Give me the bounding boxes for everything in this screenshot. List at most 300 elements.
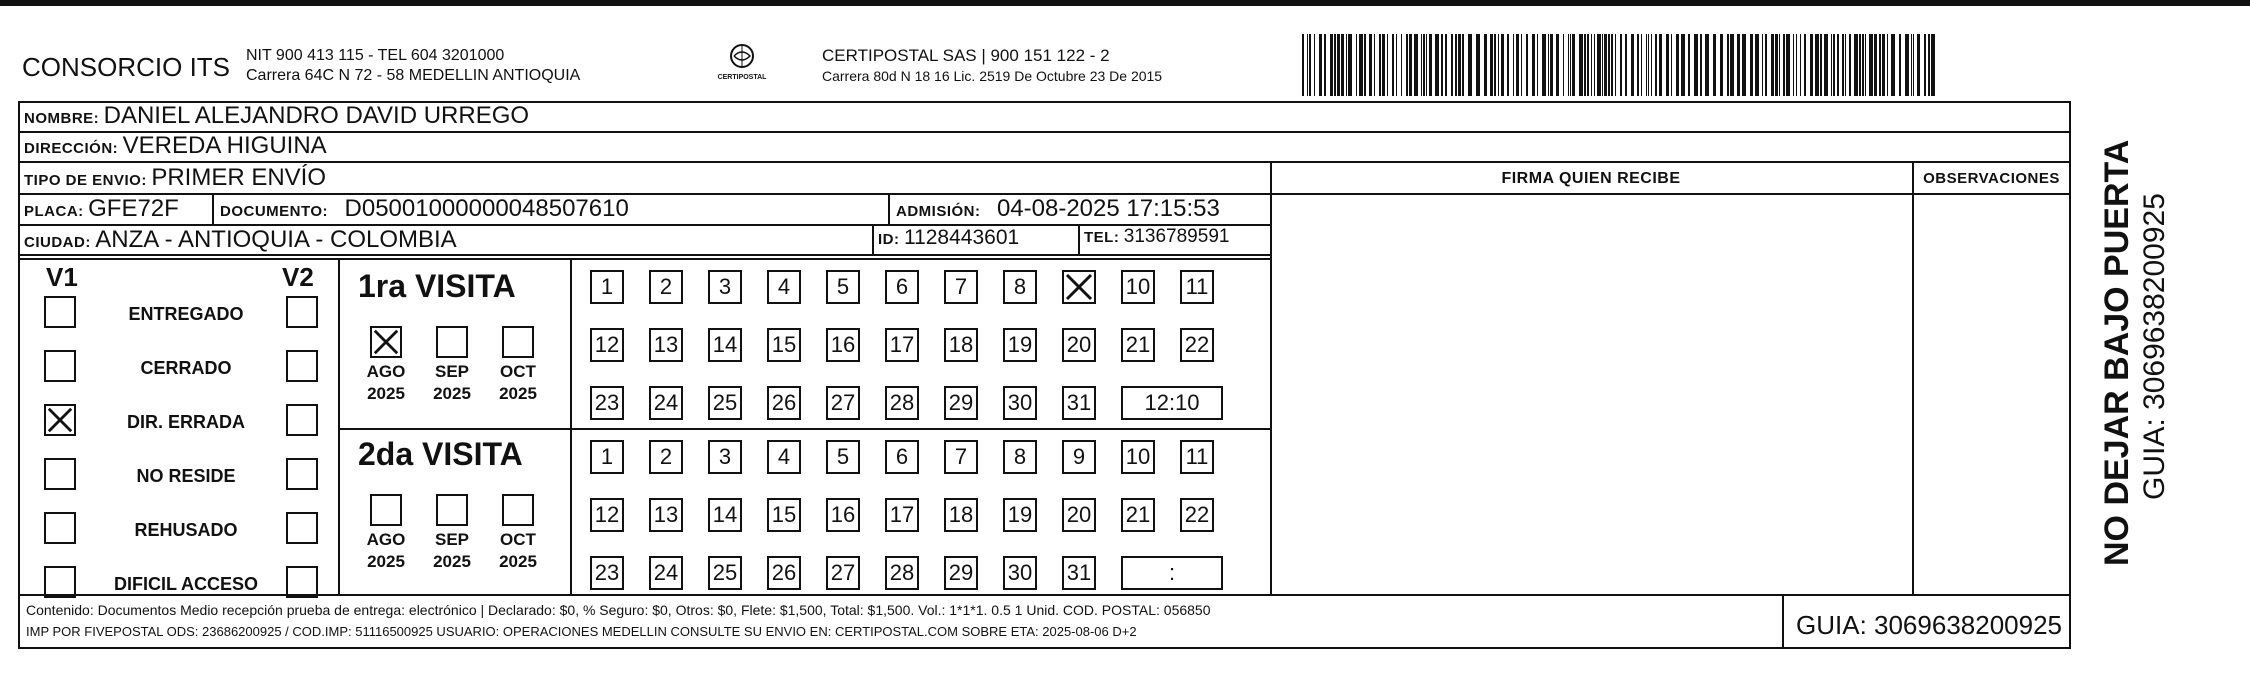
rule-id-tel	[1078, 224, 1080, 254]
nombre-value: DANIEL ALEJANDRO DAVID URREGO	[103, 102, 530, 129]
barcode-bar	[1775, 34, 1778, 96]
day-box[interactable]: 3	[708, 440, 742, 474]
barcode-bar	[1401, 34, 1402, 96]
day-box[interactable]: 21	[1121, 498, 1155, 532]
visit-month-label: SEP	[434, 530, 470, 549]
status-v2-checkbox[interactable]	[286, 350, 318, 382]
day-box[interactable]: 6	[885, 440, 919, 474]
barcode-bar	[1854, 34, 1858, 96]
barcode-bar	[1849, 34, 1851, 96]
status-v1-checkbox[interactable]	[44, 350, 76, 382]
barcode-bar	[1869, 34, 1873, 96]
placa-label: PLACA:	[24, 203, 84, 220]
courier-info	[822, 46, 1162, 86]
barcode-bar	[1931, 34, 1935, 96]
barcode-bar	[1786, 34, 1790, 96]
barcode-bar	[1810, 34, 1813, 96]
day-box[interactable]: 13	[649, 498, 683, 532]
barcode-bar	[1484, 34, 1487, 96]
day-box[interactable]: 25	[708, 386, 742, 420]
footer-imp: IMP POR FIVEPOSTAL ODS: 23686200925 / COD.IMP: 51116500925 USUARIO: OPERACIONES MEDELLIN CONSULTE SU ENVIO EN: CERTIPOSTAL.COM SOBRE ETA: 2025-08-06 D+2	[26, 624, 1137, 639]
barcode-bar	[1859, 34, 1861, 96]
status-label: DIFICIL ACCESO	[113, 574, 258, 594]
direccion-label: DIRECCIÓN:	[24, 140, 119, 157]
top-border	[0, 0, 2250, 6]
barcode-bar	[1779, 34, 1780, 96]
v1-label: V1	[46, 262, 78, 292]
barcode-bar	[1568, 34, 1569, 96]
day-box[interactable]: 10	[1121, 440, 1155, 474]
barcode-bar	[1913, 34, 1914, 96]
barcode-bar	[1742, 34, 1746, 96]
barcode-bar	[1359, 34, 1363, 96]
barcode-bar	[1750, 34, 1753, 96]
barcode-bar	[1713, 34, 1716, 96]
id-cell	[878, 226, 1019, 250]
barcode-bar	[1406, 34, 1408, 96]
day-box[interactable]: 21	[1121, 328, 1155, 362]
barcode-bar	[1346, 34, 1347, 96]
visit-time-box[interactable]: :	[1121, 556, 1223, 590]
day-box[interactable]: 11	[1180, 270, 1214, 304]
day-box[interactable]: 31	[1062, 556, 1096, 590]
v2-label: V2	[282, 262, 314, 292]
barcode-bar	[1793, 34, 1794, 96]
logo-caption: CERTIPOSTAL	[717, 74, 767, 81]
visit-month-checkbox[interactable]	[436, 494, 468, 526]
barcode-bar	[1771, 34, 1774, 96]
documento-value: D05001000000048507610	[344, 195, 629, 222]
day-box[interactable]: 22	[1180, 328, 1214, 362]
tipo-value: PRIMER ENVÍO	[151, 164, 327, 191]
day-box[interactable]	[1062, 270, 1096, 304]
barcode-bar	[1804, 34, 1806, 96]
placa-cell	[24, 195, 179, 223]
barcode-bar	[1666, 34, 1669, 96]
visit-time-box[interactable]: 12:10	[1121, 386, 1223, 420]
barcode-bar	[1602, 34, 1603, 96]
barcode-bar	[1625, 34, 1627, 96]
day-box[interactable]: 6	[885, 270, 919, 304]
barcode-bar	[1646, 34, 1647, 96]
admision-value: 04-08-2025 17:15:53	[996, 195, 1220, 222]
barcode-bar	[1579, 34, 1583, 96]
ciudad-value: ANZA - ANTIOQUIA - COLOMBIA	[95, 226, 457, 253]
day-box[interactable]: 27	[826, 556, 860, 590]
barcode-bar	[1396, 34, 1397, 96]
barcode-bar	[1501, 34, 1504, 96]
day-box[interactable]: 24	[649, 386, 683, 420]
barcode-bar	[1608, 34, 1610, 96]
barcode-bar	[1845, 34, 1846, 96]
rule-direccion	[18, 161, 2071, 163]
barcode-bar	[1572, 34, 1575, 96]
tel-value: 3136789591	[1123, 226, 1230, 247]
barcode-bar	[1620, 34, 1622, 96]
day-box[interactable]: 19	[1003, 328, 1037, 362]
barcode-bar	[1924, 34, 1926, 96]
day-box[interactable]: 28	[885, 386, 919, 420]
barcode-bar	[1302, 34, 1304, 96]
visit-year-label: 2025	[499, 552, 537, 571]
documento-label: DOCUMENTO:	[220, 203, 329, 220]
visit-month-checkbox[interactable]	[370, 494, 402, 526]
tel-cell	[1084, 226, 1229, 248]
status-v2-checkbox[interactable]	[286, 566, 318, 598]
barcode-bar	[1409, 34, 1412, 96]
barcode-bar	[1537, 34, 1538, 96]
barcode-bar	[1887, 34, 1888, 96]
visit-year-label: 2025	[367, 384, 405, 403]
x-check-mark	[1064, 272, 1094, 302]
barcode	[1300, 34, 1940, 96]
day-box[interactable]: 3	[708, 270, 742, 304]
barcode-bar	[1587, 34, 1589, 96]
barcode-bar	[1476, 34, 1480, 96]
day-box[interactable]: 16	[826, 328, 860, 362]
barcode-bar	[1532, 34, 1535, 96]
barcode-bar	[1550, 34, 1553, 96]
barcode-bar	[1631, 34, 1634, 96]
day-box[interactable]: 28	[885, 556, 919, 590]
day-box[interactable]: 5	[826, 270, 860, 304]
id-value: 1128443601	[903, 226, 1020, 249]
barcode-bar	[1737, 34, 1740, 96]
barcode-bar	[1651, 34, 1652, 96]
day-box[interactable]: 14	[708, 328, 742, 362]
day-box[interactable]: 25	[708, 556, 742, 590]
barcode-bar	[1831, 34, 1832, 96]
barcode-bar	[1681, 34, 1685, 96]
visit-2-title: 2da VISITA	[358, 436, 523, 472]
barcode-bar	[1382, 34, 1385, 96]
barcode-bar	[1392, 34, 1394, 96]
barcode-bar	[1570, 34, 1571, 96]
barcode-bar	[1490, 34, 1493, 96]
rule-firma-header	[1270, 193, 2071, 195]
visit-year-label: 2025	[499, 384, 537, 403]
day-box[interactable]: 4	[767, 270, 801, 304]
barcode-bar	[1694, 34, 1698, 96]
visit-year-label: 2025	[433, 552, 471, 571]
barcode-bar	[1451, 34, 1453, 96]
barcode-bar	[1874, 34, 1877, 96]
barcode-bar	[1494, 34, 1496, 96]
status-v1-checkbox[interactable]	[44, 458, 76, 490]
company-info	[246, 46, 580, 86]
barcode-bar	[1688, 34, 1690, 96]
visit-year-label: 2025	[433, 384, 471, 403]
status-v1-checkbox[interactable]	[44, 296, 76, 328]
day-box[interactable]: 26	[767, 386, 801, 420]
status-v1-checkbox[interactable]	[44, 512, 76, 544]
barcode-bar	[1837, 34, 1839, 96]
status-v1-checkbox[interactable]	[44, 566, 76, 598]
barcode-bar	[1414, 34, 1418, 96]
barcode-bar	[1521, 34, 1522, 96]
barcode-bar	[1468, 34, 1472, 96]
day-box[interactable]: 18	[944, 328, 978, 362]
status-label: ENTREGADO	[128, 304, 244, 324]
barcode-bar	[1891, 34, 1895, 96]
barcode-bar	[1705, 34, 1709, 96]
tipo-row	[24, 164, 326, 192]
day-box[interactable]: 11	[1180, 440, 1214, 474]
barcode-bar	[1516, 34, 1519, 96]
barcode-bar	[1824, 34, 1828, 96]
day-box[interactable]: 17	[885, 498, 919, 532]
day-box[interactable]: 4	[767, 440, 801, 474]
barcode-bar	[1348, 34, 1352, 96]
barcode-bar	[1462, 34, 1464, 96]
day-box[interactable]: 30	[1003, 386, 1037, 420]
rule-ciudad-id	[872, 224, 874, 254]
barcode-bar	[1720, 34, 1723, 96]
barcode-bar	[1426, 34, 1427, 96]
observaciones-label: OBSERVACIONES	[1923, 170, 2060, 187]
barcode-bar	[1928, 34, 1930, 96]
rule-firma-left	[1270, 161, 1272, 594]
barcode-bar	[1882, 34, 1885, 96]
barcode-bar	[1765, 34, 1767, 96]
courier-nit: CERTIPOSTAL SAS | 900 151 122 - 2	[822, 46, 1110, 65]
day-box[interactable]: 29	[944, 556, 978, 590]
barcode-bar	[1556, 34, 1559, 96]
day-box[interactable]: 29	[944, 386, 978, 420]
rule-placa-doc	[212, 193, 214, 224]
barcode-bar	[1862, 34, 1864, 96]
day-box[interactable]: 24	[649, 556, 683, 590]
barcode-bar	[1842, 34, 1844, 96]
status-v2-checkbox[interactable]	[286, 296, 318, 328]
barcode-bar	[1655, 34, 1657, 96]
rule-footer-guia	[1782, 594, 1784, 649]
barcode-bar	[1441, 34, 1443, 96]
day-box[interactable]: 1	[590, 440, 624, 474]
barcode-bar	[1905, 34, 1909, 96]
id-label: ID:	[878, 231, 900, 248]
visit-month-label: OCT	[500, 362, 536, 381]
barcode-bar	[1899, 34, 1901, 96]
day-box[interactable]: 31	[1062, 386, 1096, 420]
barcode-bar	[1659, 34, 1662, 96]
barcode-bar	[1727, 34, 1729, 96]
footer-contenido: Contenido: Documentos Medio recepción prueba de entrega: electrónico | Declarado: $0, % Seguro: $0, Otros: $0, Flete: $1,500, Total: $1,500. Vol.: 1*1*1. 0.5 1 Unid. COD. POSTAL: 056850	[26, 602, 1211, 618]
day-box[interactable]: 9	[1062, 440, 1096, 474]
visit-month-label: SEP	[434, 362, 470, 381]
barcode-bar	[1917, 34, 1920, 96]
placa-value: GFE72F	[88, 195, 179, 222]
side-guia: GUIA: 3069638200925	[2138, 193, 2171, 500]
barcode-bar	[1796, 34, 1797, 96]
visit-month-checkbox[interactable]	[370, 326, 402, 358]
barcode-bar	[1591, 34, 1592, 96]
day-box[interactable]: 26	[767, 556, 801, 590]
barcode-bar	[1314, 34, 1315, 96]
day-box[interactable]: 7	[944, 270, 978, 304]
day-box[interactable]: 13	[649, 328, 683, 362]
day-box[interactable]: 23	[590, 556, 624, 590]
barcode-bar	[1334, 34, 1336, 96]
status-label: CERRADO	[140, 358, 232, 378]
barcode-bar	[1445, 34, 1447, 96]
barcode-bar	[1369, 34, 1372, 96]
company-address: Carrera 64C N 72 - 58 MEDELLIN ANTIOQUIA	[246, 67, 581, 84]
barcode-bar	[1513, 34, 1514, 96]
barcode-bar	[1324, 34, 1326, 96]
direccion-value: VEREDA HIGUINA	[122, 132, 327, 159]
barcode-bar	[1879, 34, 1881, 96]
day-box[interactable]: 23	[590, 386, 624, 420]
barcode-bar	[1911, 34, 1912, 96]
tipo-label: TIPO DE ENVIO:	[24, 172, 147, 189]
barcode-bar	[1387, 34, 1388, 96]
barcode-bar	[1671, 34, 1672, 96]
day-box[interactable]: 22	[1180, 498, 1214, 532]
footer-guia: GUIA: 3069638200925	[1796, 610, 2062, 640]
status-v1-checkbox[interactable]	[44, 404, 76, 436]
barcode-bar	[1615, 34, 1616, 96]
barcode-bar	[1563, 34, 1564, 96]
barcode-bar	[1379, 34, 1381, 96]
barcode-bar	[1597, 34, 1601, 96]
visit-1-title: 1ra VISITA	[358, 268, 516, 304]
barcode-bar	[1374, 34, 1375, 96]
day-box[interactable]: 27	[826, 386, 860, 420]
barcode-bar	[1730, 34, 1734, 96]
day-box[interactable]: 12	[590, 498, 624, 532]
barcode-bar	[1783, 34, 1785, 96]
day-box[interactable]: 19	[1003, 498, 1037, 532]
direccion-row	[24, 132, 327, 160]
rule-visit-divider	[338, 428, 1270, 430]
rule-grid-top	[18, 258, 1270, 260]
day-box[interactable]: 14	[708, 498, 742, 532]
documento-cell	[220, 195, 629, 223]
rule-observ-left	[1912, 161, 1914, 594]
visit-month-checkbox[interactable]	[502, 326, 534, 358]
barcode-bar	[1421, 34, 1422, 96]
visit-month-label: OCT	[500, 530, 536, 549]
barcode-bar	[1641, 34, 1642, 96]
company-nit: NIT 900 413 115 - TEL 604 3201000	[246, 47, 505, 64]
tel-label: TEL:	[1084, 229, 1120, 246]
barcode-bar	[1611, 34, 1613, 96]
barcode-bar	[1498, 34, 1499, 96]
x-check-mark	[372, 328, 400, 356]
barcode-bar	[1455, 34, 1457, 96]
barcode-bar	[1330, 34, 1333, 96]
visit-month-label: AGO	[366, 362, 406, 381]
barcode-bar	[1435, 34, 1439, 96]
no-dejar-warning: NO DEJAR BAJO PUERTA	[2098, 139, 2136, 566]
barcode-bar	[1337, 34, 1340, 96]
status-v2-checkbox[interactable]	[286, 512, 318, 544]
barcode-bar	[1604, 34, 1607, 96]
company-name: CONSORCIO ITS	[22, 52, 231, 82]
day-box[interactable]: 16	[826, 498, 860, 532]
ciudad-label: CIUDAD:	[24, 234, 91, 251]
day-box[interactable]: 2	[649, 270, 683, 304]
barcode-bar	[1458, 34, 1461, 96]
barcode-bar	[1700, 34, 1702, 96]
barcode-bar	[1637, 34, 1639, 96]
barcode-bar	[1833, 34, 1835, 96]
day-box[interactable]: 15	[767, 498, 801, 532]
status-v2-checkbox[interactable]	[286, 404, 318, 436]
barcode-bar	[1364, 34, 1366, 96]
ciudad-cell	[24, 226, 457, 254]
visit-month-label: AGO	[366, 530, 406, 549]
visit-month-checkbox[interactable]	[436, 326, 468, 358]
admision-cell	[896, 195, 1220, 223]
status-v2-checkbox[interactable]	[286, 458, 318, 490]
day-box[interactable]: 18	[944, 498, 978, 532]
firma-label: FIRMA QUIEN RECIBE	[1501, 170, 1681, 187]
day-box[interactable]: 8	[1003, 440, 1037, 474]
day-box[interactable]: 17	[885, 328, 919, 362]
barcode-bar	[1307, 34, 1308, 96]
barcode-bar	[1548, 34, 1549, 96]
barcode-bar	[1762, 34, 1763, 96]
visit-year-label: 2025	[367, 552, 405, 571]
barcode-bar	[1429, 34, 1432, 96]
barcode-bar	[1507, 34, 1509, 96]
day-box[interactable]: 2	[649, 440, 683, 474]
day-box[interactable]: 30	[1003, 556, 1037, 590]
courier-address: Carrera 80d N 18 16 Lic. 2519 De Octubre 23 De 2015	[822, 68, 1163, 84]
day-box[interactable]: 20	[1062, 498, 1096, 532]
barcode-bar	[1584, 34, 1586, 96]
barcode-bar	[1815, 34, 1819, 96]
rule-status-visit	[338, 258, 340, 594]
rule-doc-adm	[888, 193, 890, 224]
barcode-bar	[1820, 34, 1822, 96]
barcode-bar	[1341, 34, 1344, 96]
barcode-bar	[1755, 34, 1759, 96]
x-check-mark	[46, 406, 74, 434]
barcode-bar	[1319, 34, 1322, 96]
day-box[interactable]: 15	[767, 328, 801, 362]
day-box[interactable]: 10	[1121, 270, 1155, 304]
rule-visit-days	[570, 258, 572, 594]
day-box[interactable]: 8	[1003, 270, 1037, 304]
status-label: DIR. ERRADA	[126, 412, 245, 432]
barcode-bar	[1356, 34, 1357, 96]
barcode-bar	[1676, 34, 1679, 96]
barcode-bar	[1542, 34, 1546, 96]
day-box[interactable]: 1	[590, 270, 624, 304]
barcode-bar	[1594, 34, 1595, 96]
day-box[interactable]: 7	[944, 440, 978, 474]
barcode-bar	[1865, 34, 1866, 96]
visit-month-checkbox[interactable]	[502, 494, 534, 526]
rule-footer	[18, 594, 2071, 596]
barcode-bar	[1526, 34, 1528, 96]
barcode-bar	[1423, 34, 1425, 96]
status-label: NO RESIDE	[136, 466, 236, 486]
nombre-row	[24, 102, 529, 130]
barcode-bar	[1309, 34, 1311, 96]
admision-label: ADMISIÓN:	[896, 203, 981, 220]
status-label: REHUSADO	[134, 520, 238, 540]
rule-ciudad	[18, 254, 1270, 256]
day-box[interactable]: 20	[1062, 328, 1096, 362]
day-box[interactable]: 5	[826, 440, 860, 474]
day-box[interactable]: 12	[590, 328, 624, 362]
nombre-label: NOMBRE:	[24, 110, 100, 127]
barcode-bar	[1800, 34, 1801, 96]
